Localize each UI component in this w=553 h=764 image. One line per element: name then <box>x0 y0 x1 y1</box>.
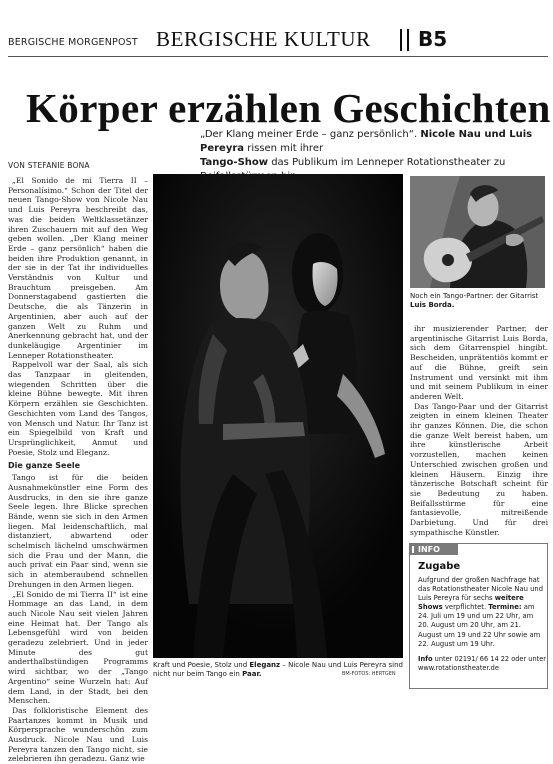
side-photo-caption <box>410 292 545 310</box>
info-body <box>418 576 546 649</box>
article-column-1 <box>8 176 148 764</box>
article-paragraph: Tango ist für die beiden Ausnahmekünstler eine Form des Ausdrucks, in den sie ihre ganze Seele legen. Ihre Blicke sprechen Bände, wenn sie sich in den Armen liegen. Mal leidenschaftlich, mal distanziert, abwartend oder schelmisch lächelnd umschwärmen sich die Frau und der Mann, die auch privat ein Paar sind, wenn sie sich in atemberaubend schnellen Drehungen in den Armen liegen. <box>8 473 148 589</box>
photo-credit: BM-FOTOS: HERTGEN <box>342 671 396 677</box>
caption-text: – Nicole Nau und Luis Pereyra sind nicht nur beim Tango ein <box>153 661 403 678</box>
info-contact: unter 02191/ 66 14 22 oder unter www.rotationstheater.de <box>418 655 547 672</box>
caption-text: Noch ein Tango-Partner: der Gitarrist <box>410 292 539 300</box>
page-number: B5 <box>418 27 448 51</box>
subheading: Die ganze Seele <box>8 461 81 471</box>
caption-bold: Paar. <box>242 670 262 678</box>
masthead <box>0 22 553 58</box>
masthead-divider <box>407 29 409 51</box>
info-tab: INFO <box>410 544 458 555</box>
teaser-text: rissen mit ihrer <box>247 143 324 154</box>
article-column-3 <box>410 324 548 537</box>
caption-bold: Eleganz <box>249 661 281 669</box>
teaser-names: Nicole Nau und Luis Pereyra <box>200 129 533 154</box>
byline: VON STEFANIE BONA <box>8 161 90 170</box>
info-bold: Termine: <box>488 603 522 612</box>
headline: Körper erzählen Geschichten <box>26 85 551 131</box>
caption-text: Kraft und Poesie, Stolz und <box>153 661 248 669</box>
article-paragraph: „El Sonido de mi Tierra II“ ist eine Hommage an das Land, in dem auch Nicole Nau seit vielen Jahren eine Heimat hat. Der Tango als Lebensgefühl wird von beiden geradezu zelebriert. Und in jeder Minute des gut anderthalbstündigen Programms wird sichtbar, wo der „Tango Argentino“ seine Wurzeln hat: Auf dem Land, in der Stadt, bei den Menschen. <box>8 589 148 706</box>
guitarist-image <box>410 176 545 288</box>
article-paragraph: Rappelvoll war der Saal, als sich das Tanzpaar in gleitenden, wiegenden Schritten über die kleine Bühne bewegte. Mit ihren Körpern erzählen sie Geschichten. Geschichten vom Land des Tangos, von Mensch und Natur. Ihr Tanz ist ein Spiegelbild von Kraft und Ursprünglichkeit, Anmut und Poesie, Stolz und Eleganz. <box>8 360 148 457</box>
info-footer <box>418 655 546 673</box>
tango-dancers-image <box>153 174 403 658</box>
section-title: BERGISCHE KULTUR <box>156 27 371 51</box>
article-paragraph: ihr musizierender Partner, der argentinische Gitarrist Luis Borda, sich dem Gitarrenspiel hingibt. Bescheiden, unprätentiös kommt er auf die Bühne, greift sein Instrument und versinkt mit ihm und mit seinem Publikum in einer anderen Welt. <box>410 324 548 401</box>
teaser-show: Tango-Show <box>200 157 269 168</box>
info-heading: Zugabe <box>418 561 461 572</box>
info-bold: Info <box>418 655 433 663</box>
side-photo <box>410 176 545 288</box>
paper-name: BERGISCHE MORGENPOST <box>8 37 138 48</box>
masthead-divider <box>400 29 402 51</box>
main-photo <box>153 174 403 658</box>
info-text: Aufgrund der großen Nachfrage hat das Rotationstheater Nicole Nau und Luis Pereyra für sechs <box>418 576 544 603</box>
article-paragraph: Das Tango-Paar und der Gitarrist zeigten in einem kleinen Theater ihr ganzes Können. Die, die schon die ganze Welt bereist haben, um ihre künstlerische Arbeit vorzustellen, machen keinen Unterschied zwischen großen und kleinen Häusern. Einzig ihre tänzerische Botschaft scheint für sie Bedeutung zu haben. Beifallsstürme für eine fantasievolle, mitreißende Darbietung. Und für drei sympathische Künstler. <box>410 401 548 537</box>
article-paragraph: „El Sonido de mi Tierra II – Personalísimo.“ Schon der Titel der neuen Tango-Show von Nicole Nau und Luis Pereyra beschreibt das, was die beiden Weltklassetänzer ihren Zuschauern mit auf den Weg geben wollen. „Der Klang meiner Erde – ganz persönlich“ haben die beiden ihre Produktion genannt, in der sie in der Tat ihr individuelles Verständnis von Kultur und Brauchtum preisgeben. Am Donnerstagabend gastierten die Deutsche, die als Tänzerin in Argentinien, aber auch auf der ganzen Welt zu Ruhm und Anerkennung gebracht hat, und der dunkeläugige Argentinier im Lenneper Rotationstheater. <box>8 176 148 360</box>
teaser-quote: „Der Klang meiner Erde – ganz persönlich“. <box>200 129 418 140</box>
info-bold: weitere Shows <box>418 594 524 612</box>
masthead-rule <box>8 56 548 57</box>
article-paragraph: Das folkloristische Element des Paartanzes kommt in Musik und Körpersprache wunderschön zum Ausdruck. Nicole Nau und Luis Pereyra tanzen den Tango nicht, sie zelebrieren ihn geradezu. Ganz wie <box>8 705 148 764</box>
info-text: verpflichtet. <box>444 603 487 612</box>
teaser-text: das Publikum im Lenneper Rotationstheater zu <box>271 157 506 168</box>
info-box <box>409 543 548 689</box>
info-text: am 24. Juli um 19 und um 22 Uhr, am 20. August um 20 Uhr, am 21. August um 19 und 22 Uhr sowie am 22. August um 19 Uhr. <box>418 603 541 648</box>
caption-bold: Luis Borda. <box>410 301 455 309</box>
